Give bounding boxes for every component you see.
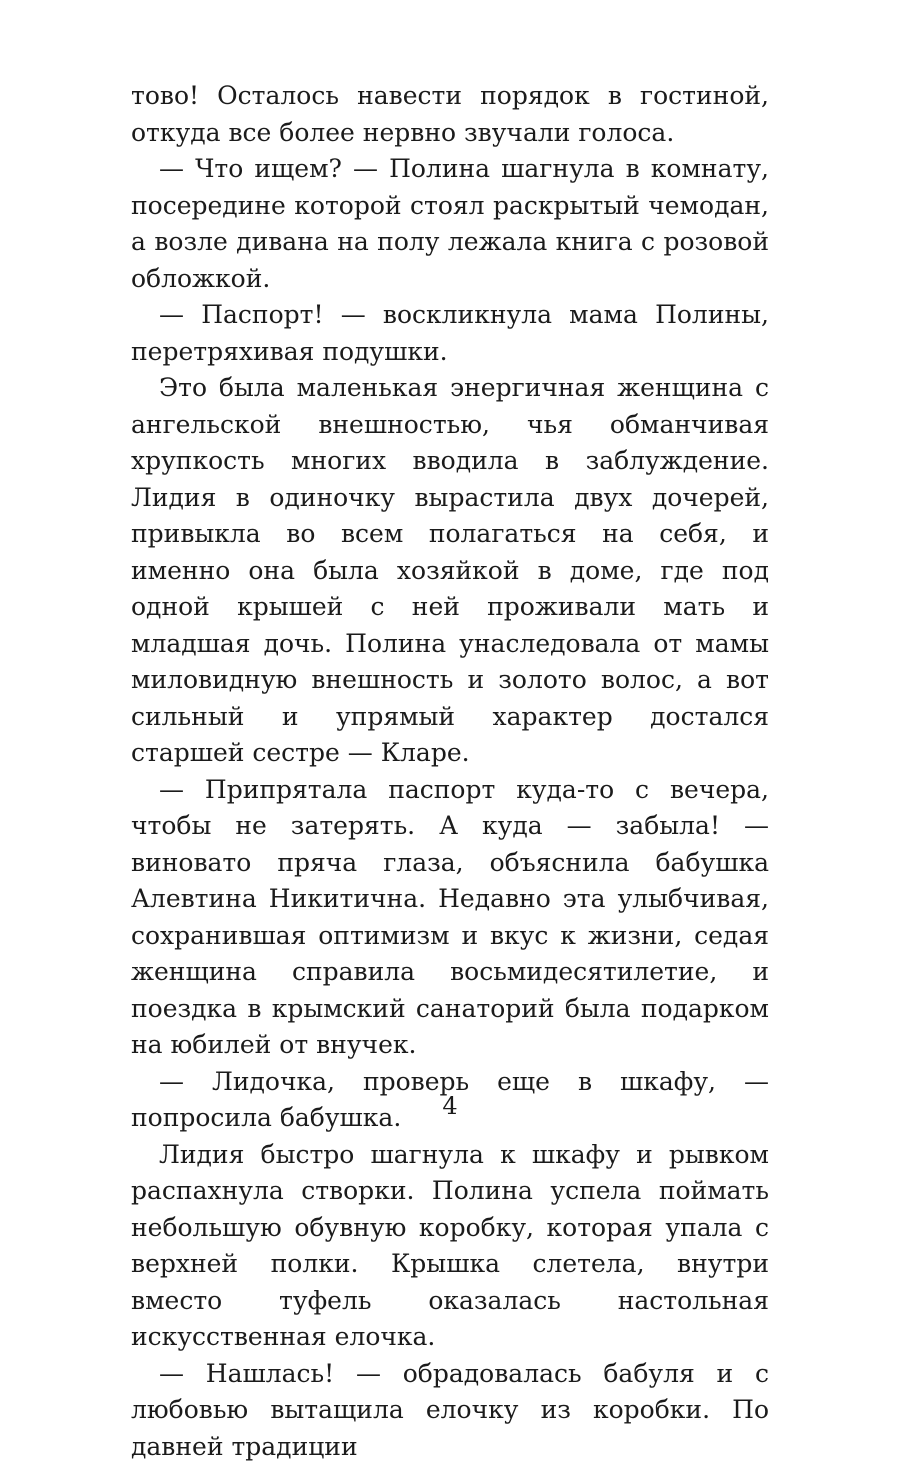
page-number: 4: [0, 1092, 900, 1120]
paragraph-1: тово! Осталось навести порядок в гостиной, откуда все более нервно звучали голоса.: [131, 78, 769, 151]
paragraph-7: Лидия быстро шагнула к шкафу и рывком распахнула створки. Полина успела поймать небольшую обувную коробку, которая упала с верхней полки. Крышка слетела, внутри вместо туфель оказалась настольная искусственная елочка.: [131, 1137, 769, 1356]
page-text: [131, 78, 769, 1465]
paragraph-5: — Припрятала паспорт куда-то с вечера, чтобы не затерять. А куда — забыла! — виновато пряча глаза, объяснила бабушка Алевтина Никитична. Недавно эта улыбчивая, сохранившая оптимизм и вкус к жизни, седая женщина справила восьмидесятилетие, и поездка в крымский санаторий была подарком на юбилей от внучек.: [131, 772, 769, 1064]
paragraph-4: Это была маленькая энергичная женщина с ангельской внешностью, чья обманчивая хрупкость многих вводила в заблуждение. Лидия в одиночку вырастила двух дочерей, привыкла во всем полагаться на себя, и именно она была хозяйкой в доме, где под одной крышей с ней проживали мать и младшая дочь. Полина унаследовала от мамы миловидную внешность и золото волос, а вот сильный и упрямый характер достался старшей сестре — Кларе.: [131, 370, 769, 772]
paragraph-3: — Паспорт! — воскликнула мама Полины, перетряхивая подушки.: [131, 297, 769, 370]
paragraph-6: — Лидочка, проверь еще в шкафу, — попросила бабушка.: [131, 1064, 769, 1137]
paragraph-8: — Нашлась! — обрадовалась бабуля и с любовью вытащила елочку из коробки. По давней традиции: [131, 1356, 769, 1465]
paragraph-2: — Что ищем? — Полина шагнула в комнату, посередине которой стоял раскрытый чемодан, а возле дивана на полу лежала книга с розовой обложкой.: [131, 151, 769, 297]
